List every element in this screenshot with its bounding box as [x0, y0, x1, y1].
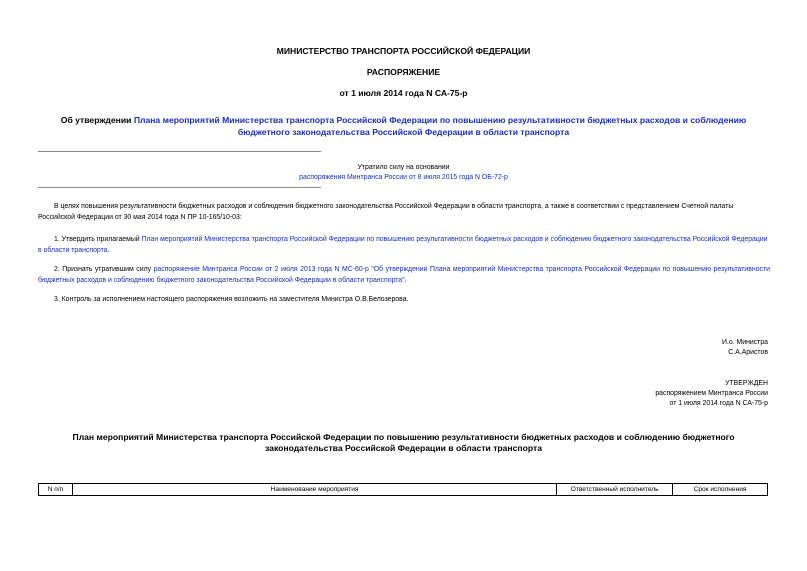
paragraph-2-order-link[interactable]: распоряжение Минтранса России от 2 июля 2013 года N МС-60-р "Об утверждении Плана мероприятий Министерства транспорта Российской Федерации по повышению результативности бюджетных расходов и соблюдению бюджетного законодательства Российской Федерации в области транспорта" — [38, 266, 770, 284]
paragraph-3: 3. Контроль за исполнением настоящего распоряжения возложить на заместителя Министра О.В.Белозерова. — [54, 296, 409, 303]
status-text: Утратило силу на основании — [357, 164, 450, 171]
document-type: РАСПОРЯЖЕНИЕ — [366, 67, 441, 77]
signature-name: С.А.Аристов — [728, 349, 768, 356]
divider-top — [38, 151, 321, 152]
plan-table-header-row — [39, 484, 768, 496]
plan-table — [38, 483, 768, 496]
document-date-number: от 1 июля 2014 года N СА-75-р — [339, 88, 468, 98]
approval-by: распоряжением Минтранса России — [655, 390, 768, 397]
title-plan-link[interactable]: Плана мероприятий Министерства транспорта Российской Федерации по повышению результативности бюджетных расходов и соблюдению бюджетного законодательства Российской Федерации в области транспорта — [133, 115, 747, 137]
approval-label: УТВЕРЖДЕН — [725, 380, 768, 387]
column-header-responsible: Ответственный исполнитель — [557, 484, 673, 496]
paragraph-2: 2. Признать утратившим силу распоряжение Минтранса России от 2 июля 2013 года N МС-60-р "Об утверждении Плана мероприятий Министерства транспорта Российской Федерации по повышению результативности бюджетных расходов и соблюдению бюджетного законодательства Российской Федерации в области транспорта". — [38, 266, 770, 284]
divider-bottom — [38, 187, 321, 188]
paragraph-1-plan-link[interactable]: План мероприятий Министерства транспорта Российской Федерации по повышению результативности бюджетных расходов и соблюдению бюджетного законодательства Российской Федерации в области транспорта — [38, 236, 768, 254]
column-header-deadline: Срок исполнения — [673, 484, 768, 496]
ministry-heading: МИНИСТЕРСТВО ТРАНСПОРТА РОССИЙСКОЙ ФЕДЕРАЦИИ — [276, 46, 531, 56]
plan-title: План мероприятий Министерства транспорта Российской Федерации по повышению результативности бюджетных расходов и соблюдению бюджетного законодательства Российской Федерации в области транспорта — [72, 432, 735, 453]
column-header-activity: Наименование мероприятия — [72, 484, 556, 496]
column-header-number: N п/п — [39, 484, 73, 496]
paragraph-1: 1. Утвердить прилагаемый План мероприятий Министерства транспорта Российской Федерации по повышению результативности бюджетных расходов и соблюдению бюджетного законодательства Российской Федерации в области транспорта. — [38, 236, 768, 254]
document-title — [30, 115, 777, 138]
intro-paragraph: В целях повышения результативности бюджетных расходов и соблюдения бюджетного законодательства Российской Федерации в области транспорта, а также в соответствии с представлением Счетной палаты Российской Федерации от 30 мая 2014 года N ПР 10-165/10-03: — [38, 203, 734, 221]
title-prefix: Об утверждении — [60, 115, 132, 125]
signature-position: И.о. Министра — [721, 339, 768, 346]
approval-date: от 1 июля 2014 года N СА-75-р — [669, 400, 768, 407]
status-link[interactable]: распоряжения Минтранса России от 8 июля 2015 года N ОБ-72-р — [299, 174, 508, 181]
